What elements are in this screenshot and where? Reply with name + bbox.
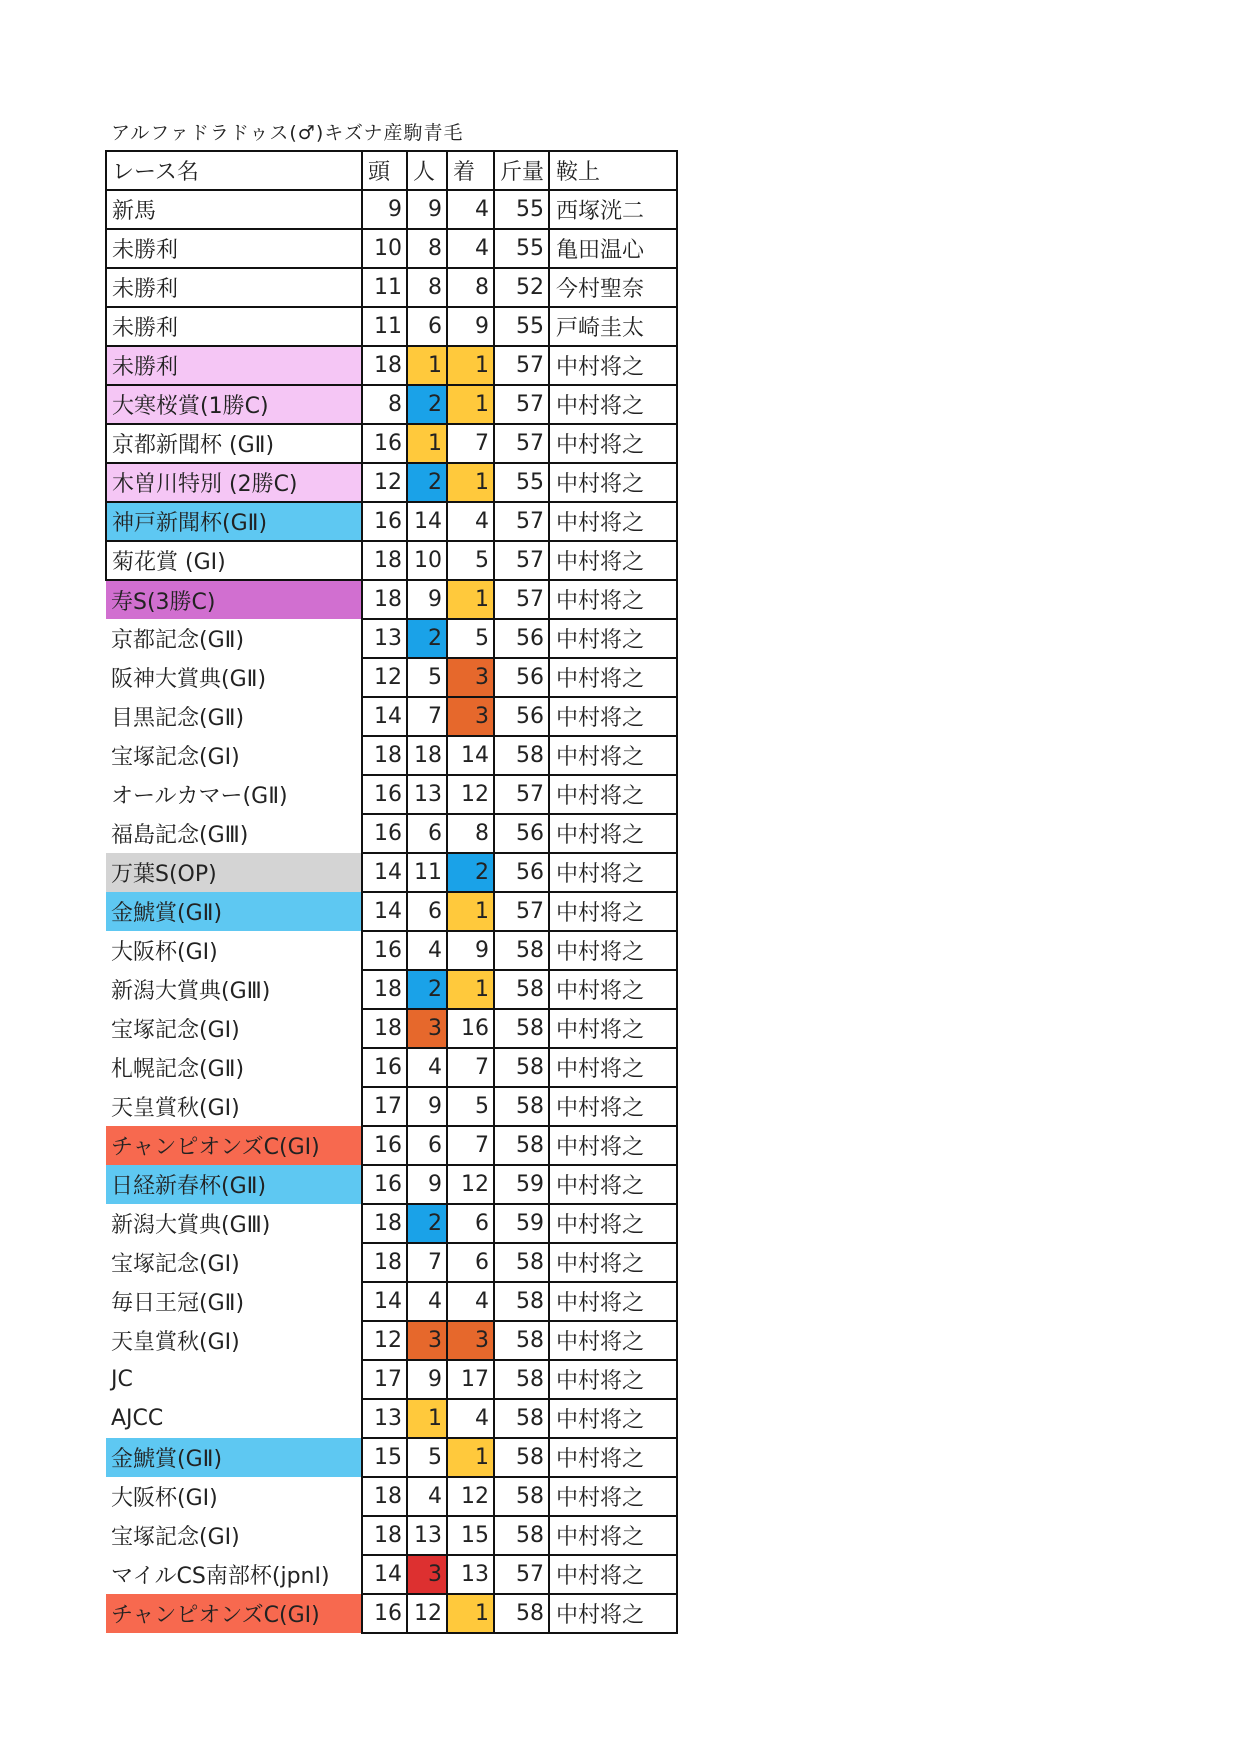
finish-cell: 1 — [447, 1594, 494, 1633]
field-size-cell: 15 — [362, 1438, 407, 1477]
race-name-cell: 新潟大賞典(GⅢ) — [111, 1213, 271, 1238]
sheet-title: アルファドラドゥス(♂)キズナ産駒青毛 — [111, 122, 464, 144]
jockey-cell: 中村将之 — [549, 1087, 677, 1126]
table-row — [106, 853, 677, 892]
field-size-cell: 10 — [362, 229, 407, 268]
weight-cell: 58 — [494, 1516, 549, 1555]
table-row — [106, 1009, 677, 1048]
popularity-cell: 1 — [407, 1399, 447, 1438]
jockey-cell: 中村将之 — [549, 1477, 677, 1516]
jockey-cell: 中村将之 — [549, 892, 677, 931]
jockey-cell: 中村将之 — [549, 580, 677, 619]
field-size-cell: 11 — [362, 307, 407, 346]
table-row — [106, 1126, 677, 1165]
table-row — [106, 1438, 677, 1477]
finish-cell: 4 — [447, 190, 494, 229]
jockey-cell: 中村将之 — [549, 814, 677, 853]
finish-cell: 4 — [447, 502, 494, 541]
race-table-body — [106, 151, 677, 1633]
table-row — [106, 1165, 677, 1204]
jockey-cell: 中村将之 — [549, 1282, 677, 1321]
field-size-cell: 11 — [362, 268, 407, 307]
popularity-cell: 2 — [407, 385, 447, 424]
finish-cell: 5 — [447, 1087, 494, 1126]
jockey-cell: 中村将之 — [549, 346, 677, 385]
popularity-cell: 2 — [407, 1204, 447, 1243]
popularity-cell: 5 — [407, 658, 447, 697]
weight-cell: 58 — [494, 1087, 549, 1126]
popularity-cell: 6 — [407, 307, 447, 346]
finish-cell: 1 — [447, 892, 494, 931]
table-row — [106, 541, 677, 580]
finish-cell: 16 — [447, 1009, 494, 1048]
table-row — [106, 424, 677, 463]
field-size-cell: 16 — [362, 814, 407, 853]
field-size-cell: 18 — [362, 1243, 407, 1282]
finish-cell: 6 — [447, 1204, 494, 1243]
jockey-cell: 中村将之 — [549, 619, 677, 658]
table-row — [106, 892, 677, 931]
finish-cell: 3 — [447, 658, 494, 697]
race-name-cell: 新馬 — [106, 190, 362, 229]
weight-cell: 56 — [494, 658, 549, 697]
jockey-cell: 中村将之 — [549, 1204, 677, 1243]
jockey-cell: 中村将之 — [549, 931, 677, 970]
jockey-cell: 中村将之 — [549, 1555, 677, 1594]
weight-cell: 58 — [494, 1048, 549, 1087]
field-size-cell: 16 — [362, 424, 407, 463]
popularity-cell: 9 — [407, 190, 447, 229]
jockey-cell: 中村将之 — [549, 1438, 677, 1477]
race-name-cell: 京都新聞杯 (GⅡ) — [106, 424, 362, 463]
table-row — [106, 307, 677, 346]
weight-cell: 58 — [494, 1399, 549, 1438]
popularity-cell: 12 — [407, 1594, 447, 1633]
finish-cell: 8 — [447, 268, 494, 307]
finish-cell: 13 — [447, 1555, 494, 1594]
finish-cell: 7 — [447, 424, 494, 463]
finish-cell: 17 — [447, 1360, 494, 1399]
table-row — [106, 1243, 677, 1282]
race-name-cell: マイルCS南部杯(jpnⅠ) — [111, 1564, 330, 1589]
popularity-cell: 4 — [407, 1048, 447, 1087]
header-race-name: レース名 — [106, 151, 362, 190]
jockey-cell: 中村将之 — [549, 424, 677, 463]
table-row — [106, 814, 677, 853]
weight-cell: 58 — [494, 1594, 549, 1633]
finish-cell: 12 — [447, 1165, 494, 1204]
table-row — [106, 385, 677, 424]
popularity-cell: 7 — [407, 697, 447, 736]
race-name-cell: JC — [111, 1367, 133, 1392]
field-size-cell: 16 — [362, 1165, 407, 1204]
finish-cell: 5 — [447, 541, 494, 580]
finish-cell: 4 — [447, 1399, 494, 1438]
popularity-cell: 1 — [407, 346, 447, 385]
jockey-cell: 中村将之 — [549, 1594, 677, 1633]
weight-cell: 55 — [494, 463, 549, 502]
popularity-cell: 8 — [407, 229, 447, 268]
field-size-cell: 16 — [362, 931, 407, 970]
race-name-cell: 大阪杯(GⅠ) — [111, 1486, 218, 1511]
finish-cell: 12 — [447, 1477, 494, 1516]
finish-cell: 3 — [447, 697, 494, 736]
jockey-cell: 中村将之 — [549, 1243, 677, 1282]
jockey-cell: 中村将之 — [549, 1399, 677, 1438]
jockey-cell: 中村将之 — [549, 1165, 677, 1204]
field-size-cell: 16 — [362, 775, 407, 814]
table-row — [106, 1282, 677, 1321]
header-weight: 斤量 — [494, 151, 549, 190]
finish-cell: 4 — [447, 229, 494, 268]
table-row — [106, 697, 677, 736]
race-name-cell: 大阪杯(GⅠ) — [111, 940, 218, 965]
finish-cell: 1 — [447, 970, 494, 1009]
finish-cell: 5 — [447, 619, 494, 658]
finish-cell: 3 — [447, 1321, 494, 1360]
jockey-cell: 中村将之 — [549, 1009, 677, 1048]
field-size-cell: 18 — [362, 580, 407, 619]
popularity-cell: 3 — [407, 1009, 447, 1048]
race-name-cell: 寿S(3勝C) — [106, 580, 362, 619]
field-size-cell: 14 — [362, 853, 407, 892]
jockey-cell: 中村将之 — [549, 853, 677, 892]
table-row — [106, 1477, 677, 1516]
race-name-cell: 宝塚記念(GⅠ) — [111, 1252, 240, 1277]
finish-cell: 4 — [447, 1282, 494, 1321]
popularity-cell: 2 — [407, 463, 447, 502]
weight-cell: 58 — [494, 1360, 549, 1399]
race-name-cell: 未勝利 — [106, 346, 362, 385]
field-size-cell: 18 — [362, 346, 407, 385]
weight-cell: 59 — [494, 1204, 549, 1243]
jockey-cell: 中村将之 — [549, 1321, 677, 1360]
field-size-cell: 18 — [362, 1204, 407, 1243]
field-size-cell: 14 — [362, 697, 407, 736]
weight-cell: 58 — [494, 1243, 549, 1282]
race-name-cell: 日経新春杯(GⅡ) — [106, 1165, 362, 1204]
weight-cell: 55 — [494, 190, 549, 229]
header-heads: 頭 — [362, 151, 407, 190]
table-row — [106, 190, 677, 229]
field-size-cell: 14 — [362, 1555, 407, 1594]
popularity-cell: 4 — [407, 1282, 447, 1321]
jockey-cell: 中村将之 — [549, 1126, 677, 1165]
race-name-cell: チャンピオンズC(GⅠ) — [106, 1126, 362, 1165]
jockey-cell: 中村将之 — [549, 970, 677, 1009]
weight-cell: 58 — [494, 1477, 549, 1516]
field-size-cell: 12 — [362, 463, 407, 502]
popularity-cell: 13 — [407, 1516, 447, 1555]
race-name-cell: 福島記念(GⅢ) — [111, 823, 249, 848]
race-name-cell: 神戸新聞杯(GⅡ) — [106, 502, 362, 541]
weight-cell: 57 — [494, 1555, 549, 1594]
finish-cell: 1 — [447, 580, 494, 619]
table-row — [106, 1399, 677, 1438]
finish-cell: 8 — [447, 814, 494, 853]
jockey-cell: 中村将之 — [549, 658, 677, 697]
finish-cell: 2 — [447, 853, 494, 892]
finish-cell: 9 — [447, 307, 494, 346]
weight-cell: 57 — [494, 502, 549, 541]
popularity-cell: 9 — [407, 1087, 447, 1126]
field-size-cell: 18 — [362, 541, 407, 580]
finish-cell: 15 — [447, 1516, 494, 1555]
race-name-cell: 金鯱賞(GⅡ) — [106, 892, 362, 931]
popularity-cell: 5 — [407, 1438, 447, 1477]
weight-cell: 56 — [494, 697, 549, 736]
race-name-cell: 毎日王冠(GⅡ) — [111, 1291, 245, 1316]
popularity-cell: 6 — [407, 814, 447, 853]
table-row — [106, 775, 677, 814]
weight-cell: 57 — [494, 892, 549, 931]
popularity-cell: 11 — [407, 853, 447, 892]
field-size-cell: 12 — [362, 1321, 407, 1360]
weight-cell: 57 — [494, 580, 549, 619]
popularity-cell: 6 — [407, 892, 447, 931]
weight-cell: 58 — [494, 931, 549, 970]
jockey-cell: 中村将之 — [549, 1048, 677, 1087]
weight-cell: 58 — [494, 1126, 549, 1165]
field-size-cell: 17 — [362, 1087, 407, 1126]
header-finish: 着 — [447, 151, 494, 190]
race-name-cell: 宝塚記念(GⅠ) — [111, 1018, 240, 1043]
finish-cell: 7 — [447, 1126, 494, 1165]
popularity-cell: 9 — [407, 580, 447, 619]
finish-cell: 6 — [447, 1243, 494, 1282]
popularity-cell: 2 — [407, 970, 447, 1009]
table-row — [106, 502, 677, 541]
field-size-cell: 18 — [362, 1477, 407, 1516]
race-name-cell: 宝塚記念(GⅠ) — [111, 745, 240, 770]
table-row — [106, 1321, 677, 1360]
finish-cell: 7 — [447, 1048, 494, 1087]
field-size-cell: 12 — [362, 658, 407, 697]
weight-cell: 57 — [494, 775, 549, 814]
table-row — [106, 619, 677, 658]
finish-cell: 1 — [447, 1438, 494, 1477]
jockey-cell: 中村将之 — [549, 385, 677, 424]
race-name-cell: オールカマー(GⅡ) — [111, 784, 288, 809]
field-size-cell: 16 — [362, 1048, 407, 1087]
weight-cell: 56 — [494, 853, 549, 892]
jockey-cell: 中村将之 — [549, 1516, 677, 1555]
field-size-cell: 9 — [362, 190, 407, 229]
table-row — [106, 1204, 677, 1243]
table-row — [106, 268, 677, 307]
table-row — [106, 1048, 677, 1087]
popularity-cell: 2 — [407, 619, 447, 658]
popularity-cell: 4 — [407, 931, 447, 970]
jockey-cell: 中村将之 — [549, 463, 677, 502]
race-name-cell: 木曽川特別 (2勝C) — [106, 463, 362, 502]
table-row — [106, 229, 677, 268]
field-size-cell: 14 — [362, 1282, 407, 1321]
popularity-cell: 7 — [407, 1243, 447, 1282]
weight-cell: 57 — [494, 346, 549, 385]
jockey-cell: 中村将之 — [549, 502, 677, 541]
finish-cell: 1 — [447, 463, 494, 502]
jockey-cell: 中村将之 — [549, 697, 677, 736]
field-size-cell: 13 — [362, 1399, 407, 1438]
field-size-cell: 18 — [362, 1516, 407, 1555]
table-row — [106, 931, 677, 970]
jockey-cell: 中村将之 — [549, 1360, 677, 1399]
race-name-cell: 宝塚記念(GⅠ) — [111, 1525, 240, 1550]
weight-cell: 57 — [494, 385, 549, 424]
race-name-cell: 天皇賞秋(GⅠ) — [111, 1330, 240, 1355]
weight-cell: 56 — [494, 619, 549, 658]
field-size-cell: 17 — [362, 1360, 407, 1399]
race-name-cell: チャンピオンズC(GⅠ) — [106, 1594, 362, 1633]
jockey-cell: 亀田温心 — [549, 229, 677, 268]
weight-cell: 58 — [494, 970, 549, 1009]
race-name-cell: 京都記念(GⅡ) — [111, 628, 245, 653]
header-jockey: 鞍上 — [549, 151, 677, 190]
race-name-cell: 未勝利 — [106, 229, 362, 268]
field-size-cell: 8 — [362, 385, 407, 424]
race-name-cell: 新潟大賞典(GⅢ) — [111, 979, 271, 1004]
jockey-cell: 今村聖奈 — [549, 268, 677, 307]
race-name-cell: 未勝利 — [106, 268, 362, 307]
weight-cell: 52 — [494, 268, 549, 307]
race-name-cell: 万葉S(OP) — [106, 853, 362, 892]
table-row — [106, 1555, 677, 1594]
finish-cell: 1 — [447, 346, 494, 385]
popularity-cell: 3 — [407, 1321, 447, 1360]
weight-cell: 55 — [494, 307, 549, 346]
field-size-cell: 18 — [362, 970, 407, 1009]
popularity-cell: 18 — [407, 736, 447, 775]
popularity-cell: 13 — [407, 775, 447, 814]
field-size-cell: 16 — [362, 1126, 407, 1165]
finish-cell: 9 — [447, 931, 494, 970]
jockey-cell: 戸崎圭太 — [549, 307, 677, 346]
field-size-cell: 16 — [362, 502, 407, 541]
finish-cell: 1 — [447, 385, 494, 424]
finish-cell: 12 — [447, 775, 494, 814]
popularity-cell: 9 — [407, 1165, 447, 1204]
race-name-cell: 天皇賞秋(GⅠ) — [111, 1096, 240, 1121]
table-row — [106, 970, 677, 1009]
table-row — [106, 736, 677, 775]
weight-cell: 58 — [494, 1321, 549, 1360]
field-size-cell: 18 — [362, 736, 407, 775]
table-row — [106, 463, 677, 502]
popularity-cell: 1 — [407, 424, 447, 463]
weight-cell: 58 — [494, 1282, 549, 1321]
weight-cell: 58 — [494, 1438, 549, 1477]
header-row — [106, 151, 677, 190]
jockey-cell: 中村将之 — [549, 775, 677, 814]
weight-cell: 56 — [494, 814, 549, 853]
race-history-table — [105, 150, 678, 1634]
table-row — [106, 1516, 677, 1555]
table-row — [106, 580, 677, 619]
race-name-cell: 金鯱賞(GⅡ) — [106, 1438, 362, 1477]
table-row — [106, 346, 677, 385]
weight-cell: 59 — [494, 1165, 549, 1204]
popularity-cell: 3 — [407, 1555, 447, 1594]
finish-cell: 14 — [447, 736, 494, 775]
race-name-cell: AJCC — [111, 1406, 164, 1431]
weight-cell: 57 — [494, 424, 549, 463]
jockey-cell: 西塚洸二 — [549, 190, 677, 229]
popularity-cell: 14 — [407, 502, 447, 541]
race-name-cell: 未勝利 — [106, 307, 362, 346]
popularity-cell: 6 — [407, 1126, 447, 1165]
race-name-cell: 札幌記念(GⅡ) — [111, 1057, 245, 1082]
weight-cell: 58 — [494, 736, 549, 775]
field-size-cell: 13 — [362, 619, 407, 658]
race-name-cell: 菊花賞 (GⅠ) — [106, 541, 362, 580]
popularity-cell: 9 — [407, 1360, 447, 1399]
table-row — [106, 1087, 677, 1126]
jockey-cell: 中村将之 — [549, 736, 677, 775]
weight-cell: 57 — [494, 541, 549, 580]
weight-cell: 58 — [494, 1009, 549, 1048]
header-popularity: 人 — [407, 151, 447, 190]
popularity-cell: 8 — [407, 268, 447, 307]
table-row — [106, 1360, 677, 1399]
field-size-cell: 18 — [362, 1009, 407, 1048]
popularity-cell: 10 — [407, 541, 447, 580]
race-name-cell: 大寒桜賞(1勝C) — [106, 385, 362, 424]
field-size-cell: 16 — [362, 1594, 407, 1633]
field-size-cell: 14 — [362, 892, 407, 931]
popularity-cell: 4 — [407, 1477, 447, 1516]
jockey-cell: 中村将之 — [549, 541, 677, 580]
table-row — [106, 1594, 677, 1633]
weight-cell: 55 — [494, 229, 549, 268]
table-row — [106, 658, 677, 697]
race-name-cell: 阪神大賞典(GⅡ) — [111, 667, 267, 692]
race-name-cell: 目黒記念(GⅡ) — [111, 706, 245, 731]
